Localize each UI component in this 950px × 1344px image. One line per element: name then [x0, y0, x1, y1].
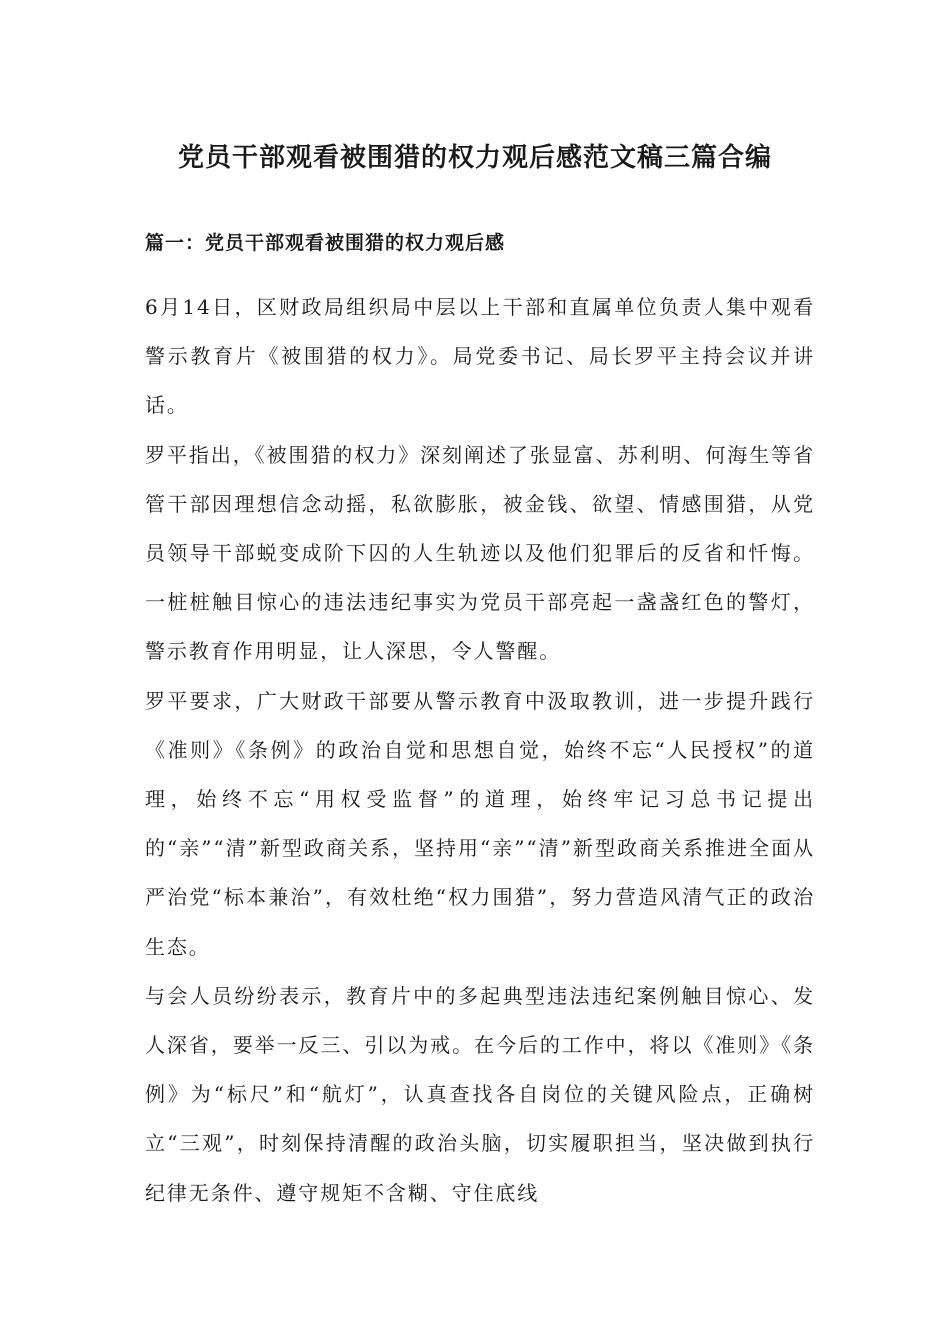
paragraph-4: 与会人员纷纷表示，教育片中的多起典型违法违纪案例触目惊心、发人深省，要举一反三、引以为戒。在今后的工作中，将以《准则》《条例》为“标尺”和“航灯”，认真查找各自岗位的关键风险点，正确树立“三观”，时刻保持清醒的政治头脑，切实履职担当，坚决做到执行纪律无条件、遵守规矩不含糊、守住底线 [145, 983, 815, 1205]
paragraph-3: 罗平要求，广大财政干部要从警示教育中汲取教训，进一步提升践行《准则》《条例》的政治自觉和思想自觉，始终不忘“人民授权”的道理，始终不忘“用权受监督”的道理，始终牢记习总书记提出的“亲”“清”新型政商关系，坚持用“亲”“清”新型政商关系推进全面从严治党“标本兼治”，有效杜绝“权力围猎”，努力营造风清气正的政治生态。 [145, 688, 815, 959]
document-title: 党员干部观看被围猎的权力观后感范文稿三篇合编 [177, 143, 772, 173]
paragraph-2: 罗平指出，《被围猎的权力》深刻阐述了张显富、苏利明、何海生等省管干部因理想信念动摇，私欲膨胀，被金钱、欲望、情感围猎，从党员领导干部蜕变成阶下囚的人生轨迹以及他们犯罪后的反省和忏悔。一桩桩触目惊心的违法违纪事实为党员干部亮起一盏盏红色的警灯，警示教育作用明显，让人深思，令人警醒。 [145, 442, 815, 664]
document-body [145, 283, 815, 1218]
section-heading: 篇一：党员干部观看被围猎的权力观后感 [145, 232, 506, 254]
paragraph-1: 6月14日，区财政局组织局中层以上干部和直属单位负责人集中观看警示教育片《被围猎的权力》。局党委书记、局长罗平主持会议并讲话。 [145, 295, 815, 418]
